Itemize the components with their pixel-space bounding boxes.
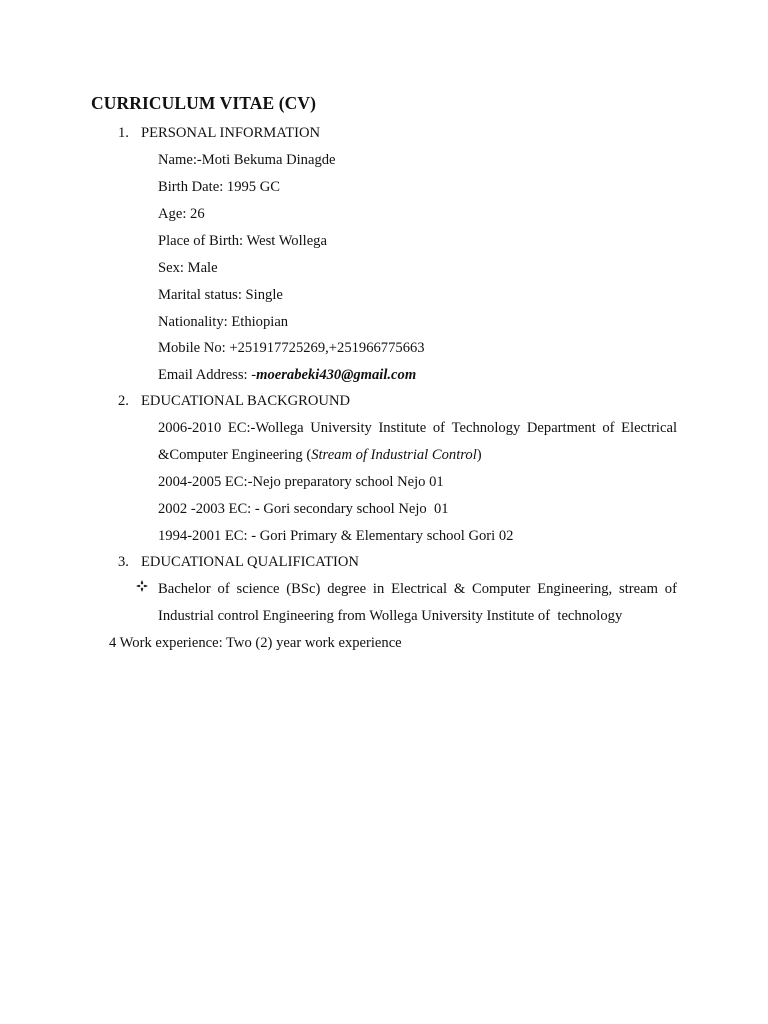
word: of	[432, 420, 446, 436]
education-entry-4: 1994-2001 EC: - Gori Primary & Elementary school Gori 02	[158, 528, 514, 544]
stream-name: Stream of Industrial Control	[311, 447, 477, 463]
sex-line: Sex: Male	[158, 260, 218, 276]
work-experience-line: 4 Work experience: Two (2) year work experience	[109, 635, 402, 651]
word: degree	[327, 581, 367, 597]
word: of	[217, 581, 230, 597]
section-heading-education: EDUCATIONAL BACKGROUND	[141, 393, 351, 409]
name-line: Name:-Moti Bekuma Dinagde	[158, 152, 336, 168]
marital-status-line: Marital status: Single	[158, 287, 283, 303]
entry-text: )	[476, 447, 482, 463]
section-number: 3.	[118, 554, 129, 570]
email-line	[158, 366, 416, 384]
word: Institute	[378, 420, 427, 436]
word: stream	[619, 581, 658, 597]
age-line: Age: 26	[158, 206, 205, 222]
word: Electrical	[621, 420, 677, 436]
education-entry-3: 2002 -2003 EC: - Gori secondary school Nejo 01	[158, 501, 449, 517]
diamond-bullet-icon	[136, 580, 148, 592]
birth-date-line: Birth Date: 1995 GC	[158, 179, 281, 195]
word: Engineering,	[537, 581, 613, 597]
word: of	[602, 420, 615, 436]
qualification-item-line-2: Industrial control Engineering from Wollega University Institute of technology	[158, 608, 623, 624]
word: 2006-2010	[158, 420, 222, 436]
word: Bachelor	[158, 581, 211, 597]
word: science	[236, 581, 280, 597]
word: of	[664, 581, 677, 597]
section-number: 1.	[118, 125, 129, 141]
word: Technology	[451, 420, 521, 436]
nationality-line: Nationality: Ethiopian	[158, 314, 289, 330]
place-of-birth-line: Place of Birth: West Wollega	[158, 233, 327, 249]
email-label: Email Address: -	[158, 367, 257, 383]
section-heading-qualification: EDUCATIONAL QUALIFICATION	[141, 554, 359, 570]
document-title: CURRICULUM VITAE (CV)	[91, 93, 317, 113]
word: University	[310, 420, 372, 436]
mobile-line: Mobile No: +251917725269,+251966775663	[158, 340, 425, 356]
word: in	[372, 581, 385, 597]
word: Computer	[472, 581, 531, 597]
word: (BSc)	[286, 581, 321, 597]
word: Electrical	[391, 581, 447, 597]
education-entry-1-line-2	[158, 446, 482, 464]
word: Department	[526, 420, 596, 436]
section-number: 2.	[118, 393, 129, 409]
section-heading-personal: PERSONAL INFORMATION	[141, 125, 321, 141]
qualification-item-line-1	[158, 580, 677, 598]
education-entry-2: 2004-2005 EC:-Nejo preparatory school Nejo 01	[158, 474, 444, 490]
education-entry-1-line-1	[158, 419, 677, 437]
entry-text: &Computer Engineering (	[158, 447, 312, 463]
email-address: moerabeki430@gmail.com	[256, 367, 417, 383]
word: EC:-Wollega	[227, 420, 304, 436]
word: &	[453, 581, 466, 597]
